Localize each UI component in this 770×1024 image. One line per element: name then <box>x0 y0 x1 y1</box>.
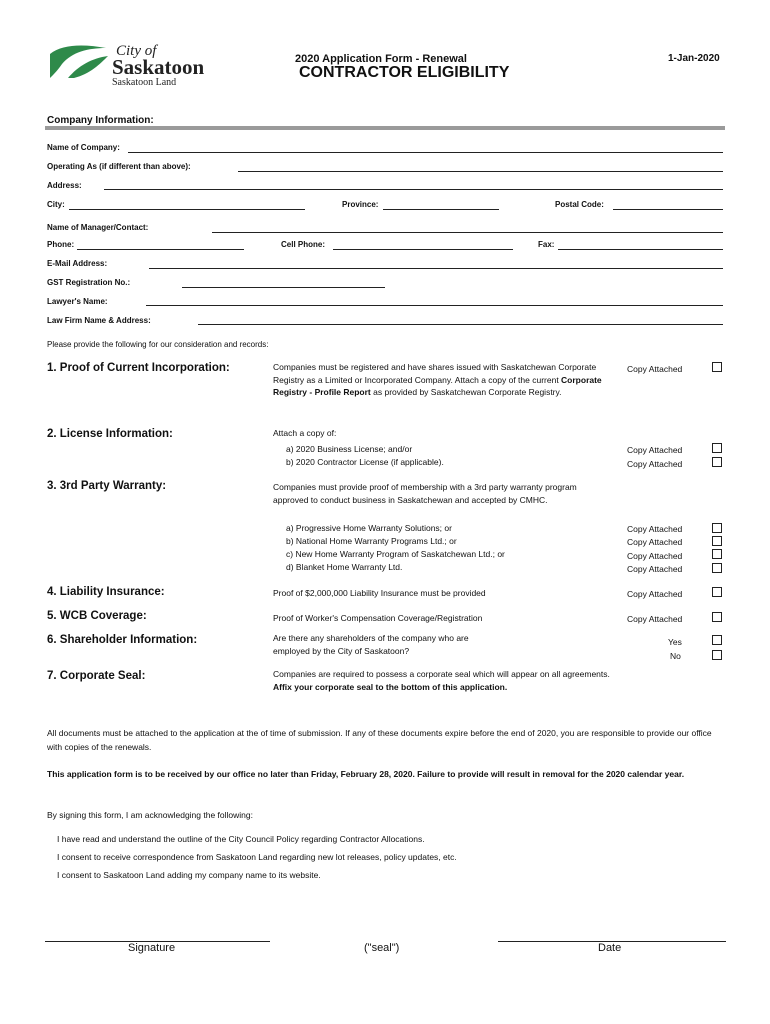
license-option-a: a) 2020 Business License; and/or <box>286 444 413 454</box>
company-name-label: Name of Company: <box>47 143 120 152</box>
section-liability-insurance: 4. Liability Insurance: <box>47 586 165 598</box>
wcb-description: Proof of Worker's Compensation Coverage/Registration <box>273 613 483 623</box>
incorporation-desc-text: Companies must be registered and have shares issued with Saskatchewan Corporate Registry as a Limited or Incorporated Company. Attach a copy of the current <box>273 362 597 385</box>
attachment-note: All documents must be attached to the application at the of time of submission. If any of these documents expire before the end of 2020, you are responsible to provide our office with copies of the renewals. <box>47 728 712 752</box>
section-corporate-seal: 7. Corporate Seal: <box>47 670 146 682</box>
shareholder-no-checkbox[interactable] <box>712 650 722 660</box>
section-license-info: 2. License Information: <box>47 428 173 440</box>
seal-label: ("seal") <box>364 942 400 954</box>
postal-code-field[interactable] <box>613 209 723 210</box>
copy-attached-label: Copy Attached <box>627 564 683 574</box>
cell-phone-field[interactable] <box>333 249 513 250</box>
law-firm-label: Law Firm Name & Address: <box>47 316 151 325</box>
corporate-seal-desc-text: Companies are required to possess a corporate seal which will appear on all agreements. <box>273 669 610 679</box>
lawyer-name-label: Lawyer's Name: <box>47 297 108 306</box>
incorporation-desc-tail: as provided by Saskatchewan Corporate Registry. <box>370 387 562 397</box>
postal-code-label: Postal Code: <box>555 200 604 209</box>
copy-attached-label: Copy Attached <box>627 551 683 561</box>
license-option-b: b) 2020 Contractor License (if applicable). <box>286 457 444 467</box>
license-a-checkbox[interactable] <box>712 443 722 453</box>
warranty-option-a: a) Progressive Home Warranty Solutions; or <box>286 523 452 533</box>
warranty-d-checkbox[interactable] <box>712 563 722 573</box>
lawyer-name-field[interactable] <box>146 305 723 306</box>
liability-checkbox[interactable] <box>712 587 722 597</box>
copy-attached-label: Copy Attached <box>627 524 683 534</box>
law-firm-field[interactable] <box>198 324 723 325</box>
section-wcb-coverage: 5. WCB Coverage: <box>47 610 147 622</box>
operating-as-field[interactable] <box>238 171 723 172</box>
section-proof-incorporation: 1. Proof of Current Incorporation: <box>47 362 230 374</box>
city-field[interactable] <box>69 209 305 210</box>
email-field[interactable] <box>149 268 723 269</box>
section-shareholder-info: 6. Shareholder Information: <box>47 634 198 646</box>
province-field[interactable] <box>383 209 499 210</box>
page-title: CONTRACTOR ELIGIBILITY <box>299 64 510 81</box>
copy-attached-label: Copy Attached <box>627 364 683 374</box>
manager-contact-field[interactable] <box>212 232 723 233</box>
incorporation-desc-bold: Corporate Registry - Profile Report <box>273 374 602 397</box>
phone-field[interactable] <box>77 249 244 250</box>
incorporation-checkbox[interactable] <box>712 362 722 372</box>
section-warranty: 3. 3rd Party Warranty: <box>47 480 167 492</box>
email-label: E-Mail Address: <box>47 259 108 268</box>
shareholder-no-label: No <box>670 651 681 661</box>
warranty-a-checkbox[interactable] <box>712 523 722 533</box>
license-b-checkbox[interactable] <box>712 457 722 467</box>
logo-saskatoon: Saskatoon <box>112 55 205 79</box>
copy-attached-label: Copy Attached <box>627 459 683 469</box>
copy-attached-label: Copy Attached <box>627 537 683 547</box>
copy-attached-label: Copy Attached <box>627 445 683 455</box>
operating-as-label: Operating As (if different than above): <box>47 162 191 171</box>
address-label: Address: <box>47 181 82 190</box>
date-label: Date <box>598 942 622 954</box>
copy-attached-label: Copy Attached <box>627 614 683 624</box>
warranty-description: Companies must provide proof of membership with a 3rd party warranty program approved to conduct business in Saskatchewan and accepted by CMHC. <box>273 482 577 505</box>
fax-field[interactable] <box>558 249 723 250</box>
address-field[interactable] <box>104 189 723 190</box>
form-title: 2020 Application Form - Renewal <box>295 53 467 65</box>
warranty-b-checkbox[interactable] <box>712 536 722 546</box>
warranty-c-checkbox[interactable] <box>712 549 722 559</box>
city-logo <box>48 44 238 90</box>
signature-label: Signature <box>128 942 176 954</box>
section-rule <box>45 126 725 130</box>
phone-label: Phone: <box>47 240 75 249</box>
acknowledgement-intro: By signing this form, I am acknowledging the following: <box>47 810 253 820</box>
gst-field[interactable] <box>182 287 385 288</box>
acknowledgement-item-2: I consent to receive correspondence from Saskatoon Land regarding new lot releases, policy updates, etc. <box>57 852 457 862</box>
company-name-field[interactable] <box>128 152 723 153</box>
logo-saskatoon-land: Saskatoon Land <box>112 77 177 88</box>
acknowledgement-item-1: I have read and understand the outline of the City Council Policy regarding Contractor Allocations. <box>57 834 425 844</box>
copy-attached-label: Copy Attached <box>627 589 683 599</box>
shareholder-yes-checkbox[interactable] <box>712 635 722 645</box>
city-label: City: <box>47 200 65 209</box>
deadline-note: This application form is to be received by our office no later than Friday, February 28, 2020. Failure to provide will result in removal for the 2020 calendar year. <box>47 769 685 779</box>
shareholder-description: Are there any shareholders of the company who are employed by the City of Saskatoon? <box>273 633 469 656</box>
wcb-checkbox[interactable] <box>712 612 722 622</box>
liability-description: Proof of $2,000,000 Liability Insurance must be provided <box>273 588 486 598</box>
form-date: 1-Jan-2020 <box>668 53 720 64</box>
city-logo-mark-icon <box>48 44 110 80</box>
provide-intro: Please provide the following for our consideration and records: <box>47 340 269 349</box>
corporate-seal-description <box>273 668 613 693</box>
shareholder-yes-label: Yes <box>668 637 682 647</box>
warranty-option-b: b) National Home Warranty Programs Ltd.; or <box>286 536 457 546</box>
gst-label: GST Registration No.: <box>47 278 131 287</box>
manager-contact-label: Name of Manager/Contact: <box>47 223 149 232</box>
warranty-option-d: d) Blanket Home Warranty Ltd. <box>286 562 403 572</box>
incorporation-description <box>273 361 613 399</box>
fax-label: Fax: <box>538 240 555 249</box>
corporate-seal-desc-bold: Affix your corporate seal to the bottom of this application. <box>273 681 508 692</box>
license-description: Attach a copy of: <box>273 428 337 438</box>
warranty-option-c: c) New Home Warranty Program of Saskatchewan Ltd.; or <box>286 549 505 559</box>
company-info-heading: Company Information: <box>47 115 154 126</box>
cell-phone-label: Cell Phone: <box>281 240 326 249</box>
acknowledgement-item-3: I consent to Saskatoon Land adding my company name to its website. <box>57 870 321 880</box>
logo-city-of: City of <box>116 43 157 59</box>
province-label: Province: <box>342 200 379 209</box>
